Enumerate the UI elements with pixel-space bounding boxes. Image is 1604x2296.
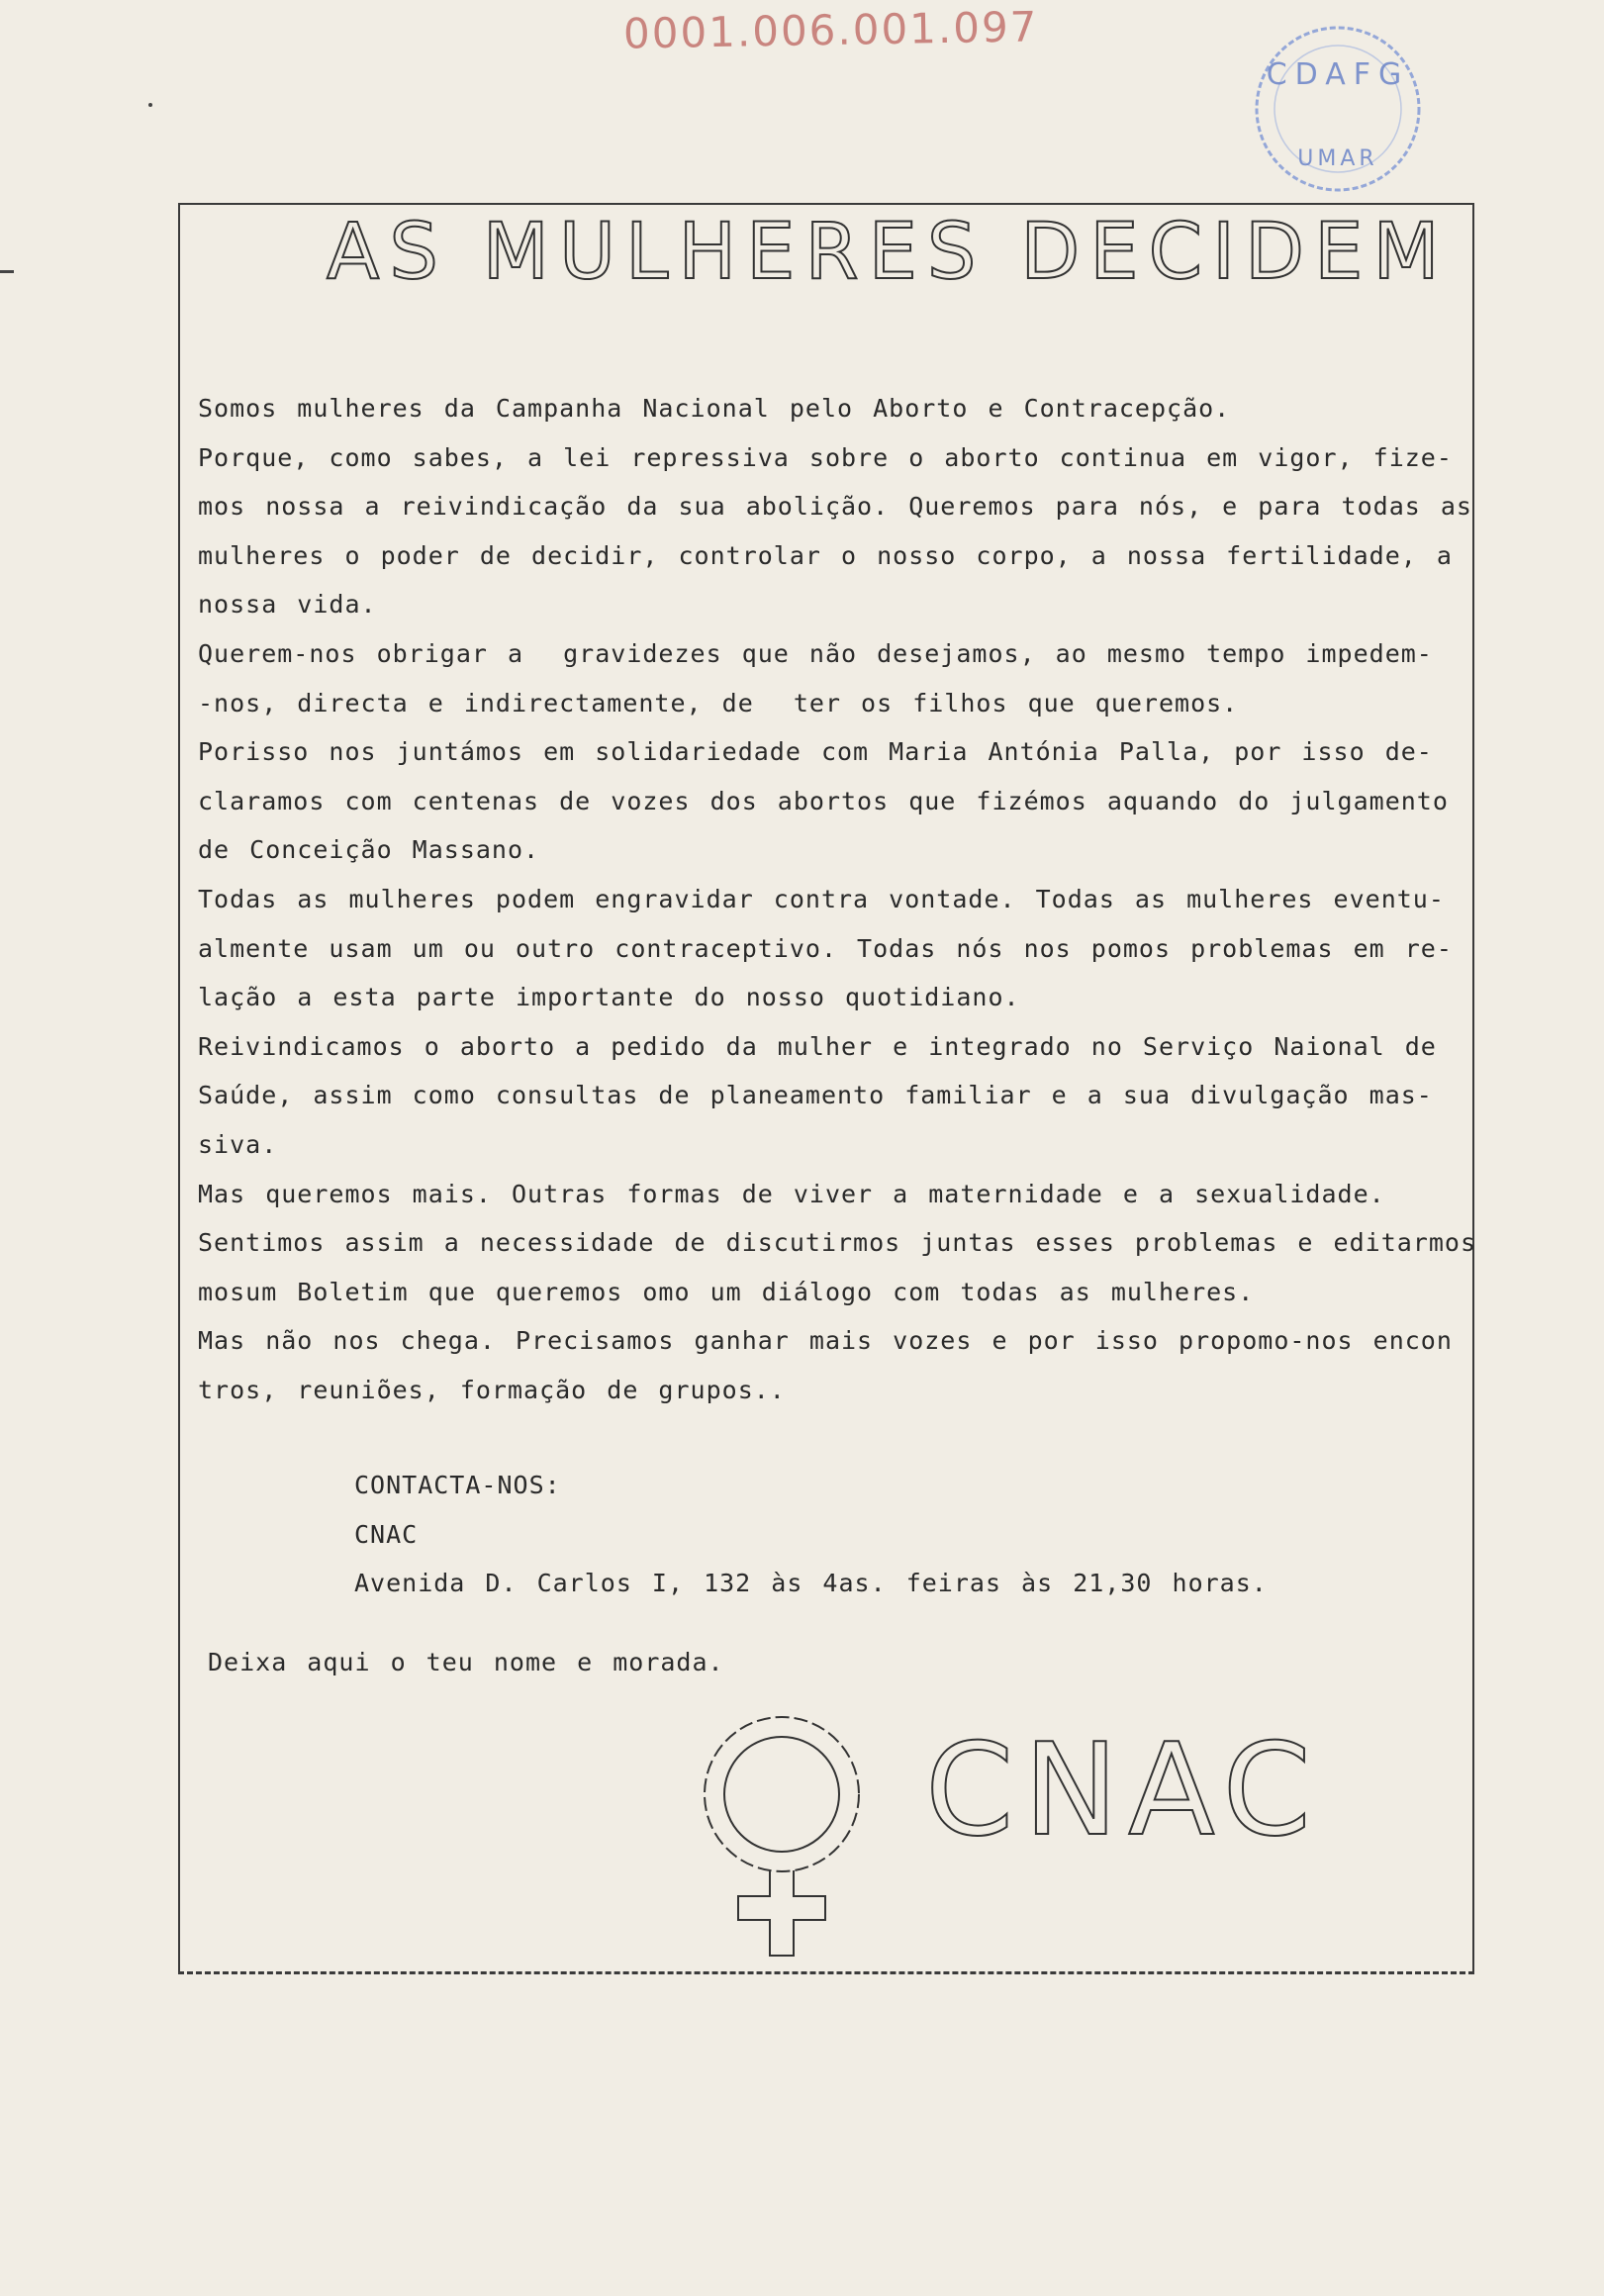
text-line: lação a esta parte importante do nosso quotidiano. xyxy=(198,983,1020,1012)
text-line: mos nossa a reivindicação da sua abolição. Queremos para nós, e para todas as xyxy=(198,492,1472,522)
text-line: Todas as mulheres podem engravidar contra vontade. Todas as mulheres eventu- xyxy=(198,884,1445,913)
contact-org: CNAC xyxy=(354,1519,419,1549)
text-line: siva. xyxy=(198,1129,278,1159)
text-line: Mas queremos mais. Outras formas de viver a maternidade e a sexualidade. xyxy=(198,1179,1385,1208)
venus-symbol-icon xyxy=(693,1700,871,1962)
archive-code: 0001.006.001.097 xyxy=(622,2,1039,58)
stamp-top-text: CDAFG xyxy=(1266,57,1410,92)
stamp-bottom-text: UMAR xyxy=(1297,146,1378,171)
text-line: nossa vida. xyxy=(198,590,377,620)
text-line: Saúde, assim como consultas de planeamento familiar e a sua divulgação mas- xyxy=(198,1081,1433,1110)
text-line: Sentimos assim a necessidade de discutirmos juntas esses problemas e editarmos xyxy=(198,1228,1476,1258)
cnac-logo-text: CNAC xyxy=(925,1717,1321,1865)
margin-mark xyxy=(0,270,14,273)
leave-name-note: Deixa aqui o teu nome e morada. xyxy=(208,1648,724,1676)
contact-block xyxy=(354,1461,1268,1608)
margin-mark xyxy=(148,103,152,107)
manifesto-text xyxy=(198,384,1476,1414)
contact-heading: CONTACTA-NOS: xyxy=(354,1471,561,1499)
text-line: -nos, directa e indirectamente, de ter os filhos que queremos. xyxy=(198,688,1239,718)
contact-address: Avenida D. Carlos I, 132 às 4as. feiras às 21,30 horas. xyxy=(354,1569,1268,1598)
text-line: mulheres o poder de decidir, controlar o nosso corpo, a nossa fertilidade, a xyxy=(198,540,1453,570)
text-line: Porque, como sabes, a lei repressiva sobre o aborto continua em vigor, fize- xyxy=(198,442,1453,472)
text-line: Reivindicamos o aborto a pedido da mulher e integrado no Serviço Naional de xyxy=(198,1031,1437,1061)
archive-stamp xyxy=(1249,20,1427,198)
text-line: de Conceição Massano. xyxy=(198,835,540,865)
text-line: Somos mulheres da Campanha Nacional pelo Aborto e Contracepção. xyxy=(198,394,1231,423)
text-line: Querem-nos obrigar a gravidezes que não desejamos, ao mesmo tempo impedem- xyxy=(198,638,1433,668)
text-line: Porisso nos juntámos em solidariedade com Maria Antónia Palla, por isso de- xyxy=(198,737,1433,767)
text-line: almente usam um ou outro contraceptivo. Todas nós nos pomos problemas em re- xyxy=(198,933,1453,963)
headline: AS MULHERES DECIDEM xyxy=(327,208,1450,297)
text-line: claramos com centenas de vozes dos abortos que fizémos aquando do julgamento xyxy=(198,786,1449,815)
text-line: tros, reuniões, formação de grupos.. xyxy=(198,1375,786,1404)
stamp-ring-icon xyxy=(1249,20,1427,198)
text-line: mosum Boletim que queremos omo um diálogo com todas as mulheres. xyxy=(198,1277,1255,1306)
text-line: Mas não nos chega. Precisamos ganhar mais vozes e por isso propomo-nos encon xyxy=(198,1326,1453,1356)
